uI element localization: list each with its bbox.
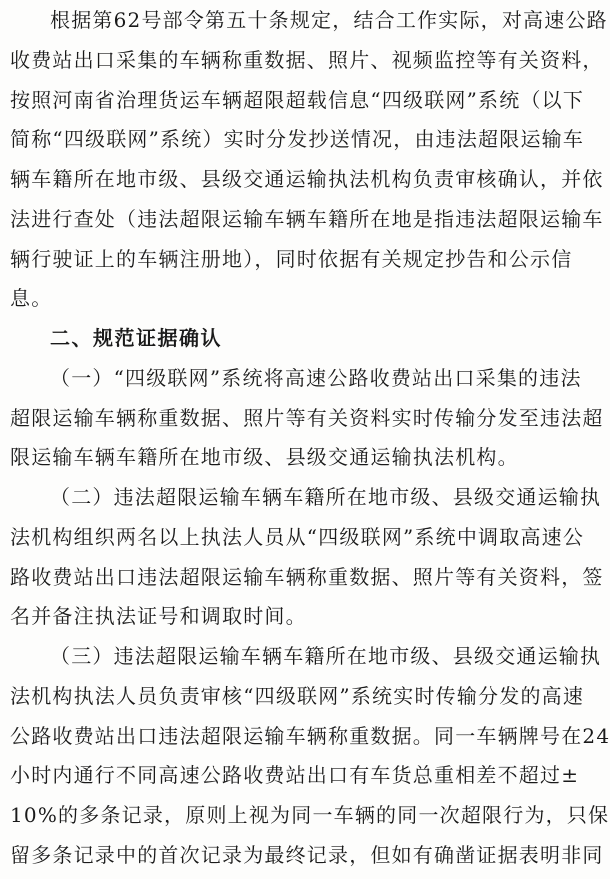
paragraph-line: 小时内通行不同高速公路收费站出口有车货总重相差不超过± xyxy=(10,763,580,787)
paragraph-line: 息。 xyxy=(10,286,53,310)
paragraph-line: 10%的多条记录，原则上视为同一车辆的同一次超限行为，只保 xyxy=(10,803,610,827)
paragraph-line: 法机构执法人员负责审核“四级联网”系统实时传输分发的高速 xyxy=(10,684,585,708)
paragraph-line: 留多条记录中的首次记录为最终记录，但如有确凿证据表明非同 xyxy=(10,843,604,867)
paragraph-line: 限运输车辆车籍所在地市级、县级交通运输执法机构。 xyxy=(10,445,519,469)
paragraph-line: 根据第62号部令第五十条规定，结合工作实际，对高速公路 xyxy=(50,8,608,32)
paragraph-line: （一）“四级联网”系统将高速公路收费站出口采集的违法 xyxy=(50,366,582,390)
paragraph-line: 超限运输车辆称重数据、照片等有关资料实时传输分发至违法超 xyxy=(10,406,604,430)
paragraph-line: （三）违法超限运输车辆车籍所在地市级、县级交通运输执 xyxy=(50,644,602,668)
paragraph-line: 简称“四级联网”系统）实时分发抄送情况，由违法超限运输车 xyxy=(10,127,585,151)
paragraph-line: 公路收费站出口违法超限运输车辆称重数据。同一车辆牌号在24 xyxy=(10,724,610,748)
section-heading: 二、规范证据确认 xyxy=(50,326,222,350)
paragraph-line: 名并备注执法证号和调取时间。 xyxy=(10,604,307,628)
paragraph-line: 辆车籍所在地市级、县级交通运输执法机构负责审核确认，并依 xyxy=(10,167,604,191)
paragraph-line: 路收费站出口违法超限运输车辆称重数据、照片等有关资料，签 xyxy=(10,565,604,589)
paragraph-line: 收费站出口采集的车辆称重数据、照片、视频监控等有关资料， xyxy=(10,48,604,72)
paragraph-line: 法进行查处（违法超限运输车辆车籍所在地是指违法超限运输车 xyxy=(10,207,604,231)
paragraph-line: 法机构组织两名以上执法人员从“四级联网”系统中调取高速公 xyxy=(10,525,585,549)
paragraph-line: 辆行驶证上的车辆注册地），同时依据有关规定抄告和公示信 xyxy=(10,247,573,271)
paragraph-line: 按照河南省治理货运车辆超限超载信息“四级联网”系统（以下 xyxy=(10,88,585,112)
paragraph-line: （二）违法超限运输车辆车籍所在地市级、县级交通运输执 xyxy=(50,485,602,509)
